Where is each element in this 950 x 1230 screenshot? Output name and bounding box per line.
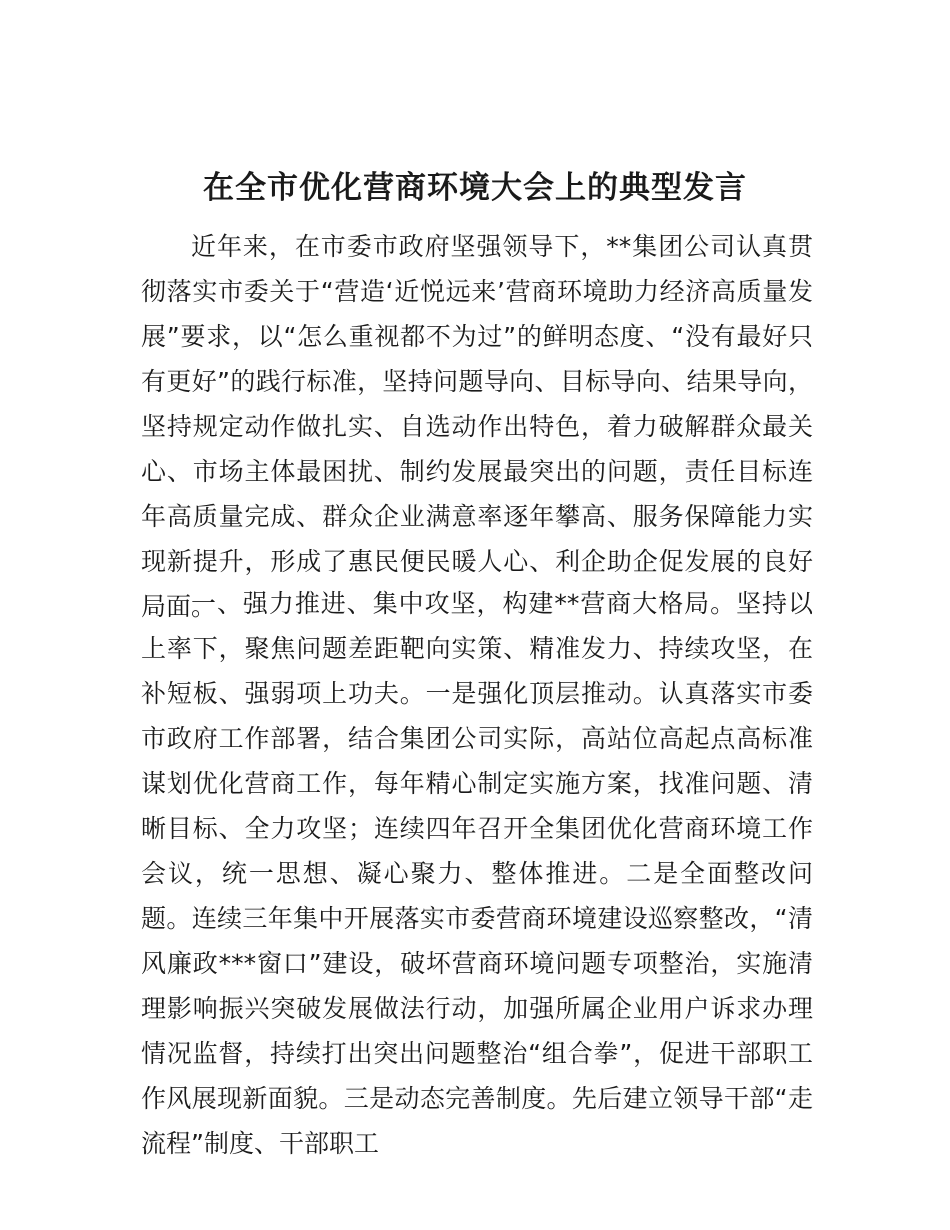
paragraph-section-one: 一、强力推进、集中攻坚，构建**营商大格局。坚持以上率下，聚焦问题差距靶向实策、精准发力、持续攻坚，在补短板、强弱项上功夫。一是强化顶层推动。认真落实市委市政府工作部署，结合集团公司实际，高站位高起点高标准谋划优化营商工作，每年精心制定实施方案，找准问题、清晰目标、全力攻坚；连续四年召开全集团优化营商环境工作会议，统一思想、凝心聚力、整体推进。二是全面整改问题。连续三年集中开展落实市委营商环境建设巡察整改，“清风廉政***窗口”建设，破坏营商环境问题专项整治，实施清理影响振兴突破发展做法行动，加强所属企业用户诉求办理情况监督，持续打出突出问题整治“组合拳”，促进干部职工作风展现新面貌。三是动态完善制度。先后建立领导干部“走流程”制度、干部职工 — [141, 589, 813, 1158]
document-title: 在全市优化营商环境大会上的典型发言 — [203, 170, 747, 206]
paragraph-intro: 近年来，在市委市政府坚强领导下，**集团公司认真贯彻落实市委关于“营造‘近悦远来’营商环境助力经济高质量发展”要求，以“怎么重视都不为过”的鲜明态度、“没有最好只有更好”的践行标准，坚持问题导向、目标导向、结果导向，坚持规定动作做扎实、自选动作出特色，着力破解群众最关心、市场主体最困扰、制约发展最突出的问题，责任目标连年高质量完成、群众企业满意率逐年攀高、服务保障能力实现新提升，形成了惠民便民暖人心、利企助企促发展的良好局面。 — [141, 232, 813, 621]
